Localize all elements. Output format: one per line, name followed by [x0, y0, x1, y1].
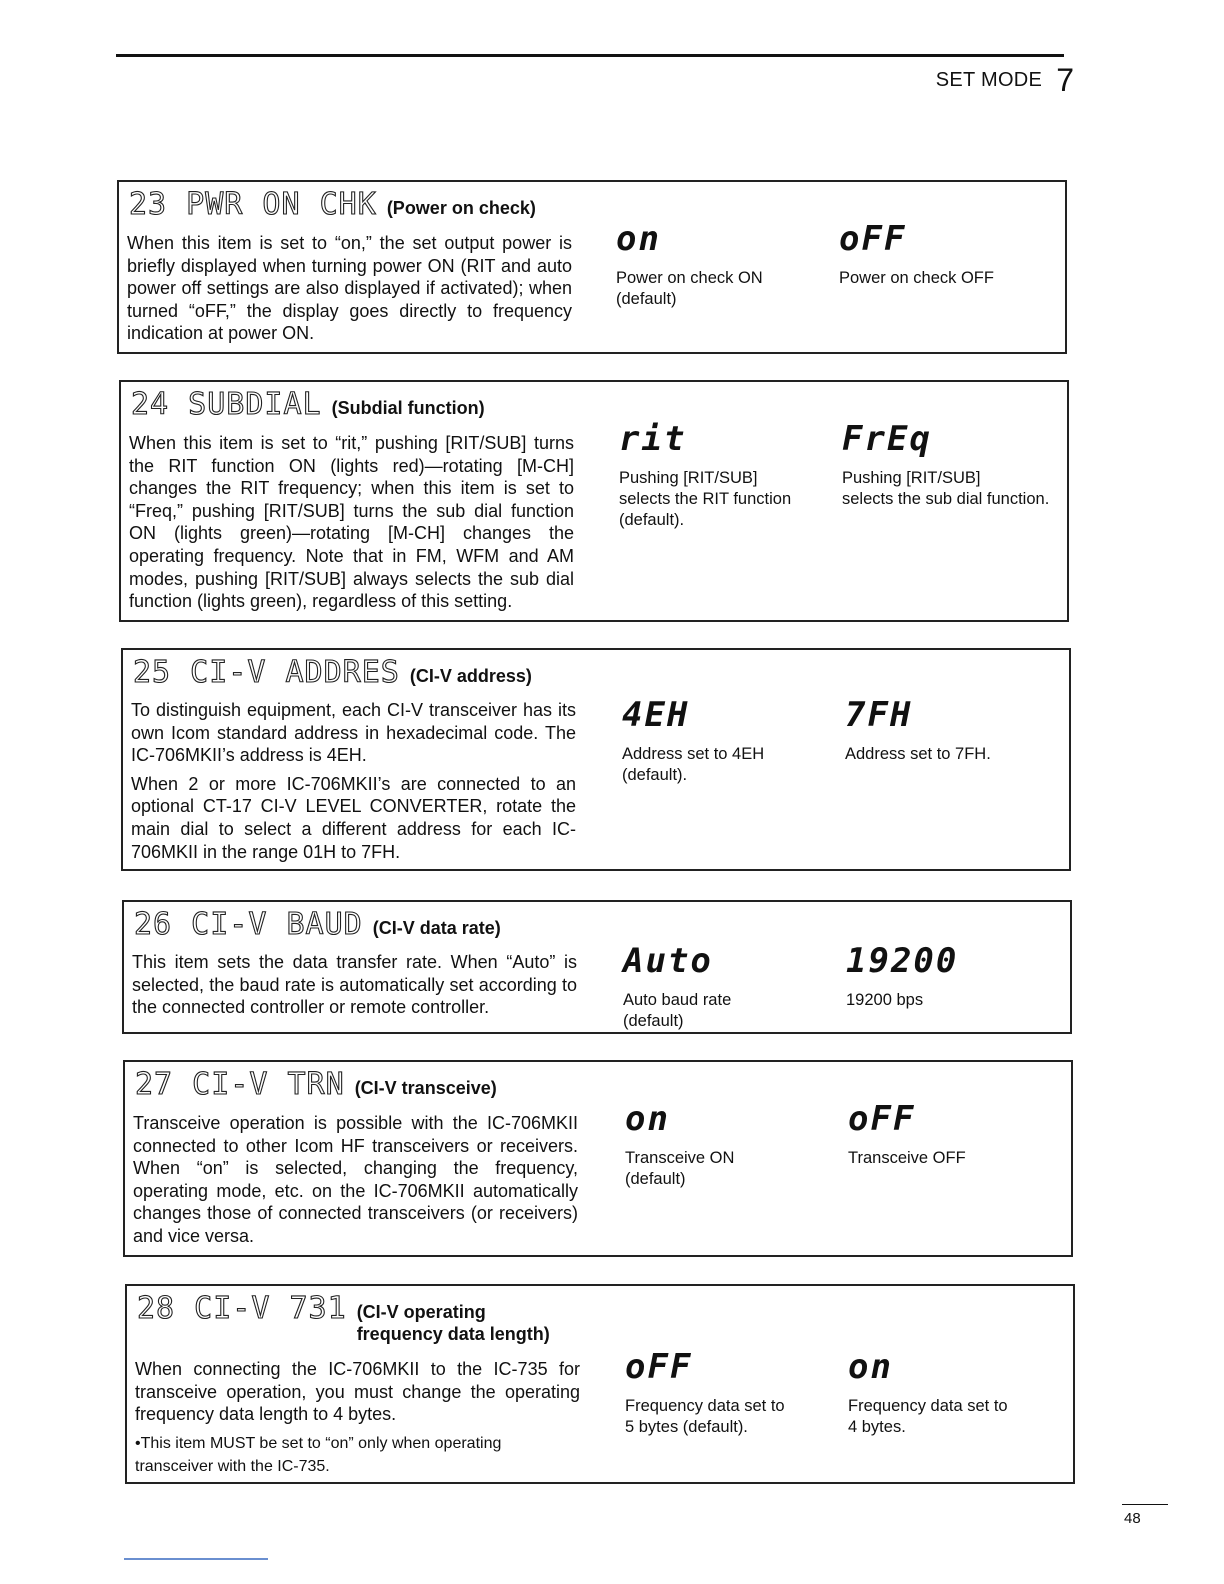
caption-line: (default): [616, 290, 677, 308]
lcd-label: 28 CI-V 731: [137, 1291, 347, 1326]
display-readout: oFF: [839, 219, 907, 259]
display-readout: oFF: [848, 1099, 916, 1139]
caption-line: Auto baud rate: [623, 991, 732, 1009]
item-description: [135, 1358, 580, 1478]
option-caption: [619, 468, 839, 531]
caption-line: Power on check OFF: [839, 269, 994, 287]
item-subtitle: (CI-V transceive): [354, 1078, 497, 1098]
caption-line: (default): [625, 1170, 686, 1188]
caption-line: Address set to 4EH: [622, 745, 765, 763]
option-right: [845, 696, 1065, 765]
desc-paragraph: When connecting the IC-706MKII to the IC-735 for transceive operation, you must change the operating frequency data length to 4 bytes.: [135, 1359, 580, 1425]
desc-paragraph: When this item is set to “on,” the set output power is briefly displayed when turning power ON (RIT and auto power off settings are also displayed if activated); when turned “oFF,” the display goes directly to frequency indication at power ON.: [127, 233, 572, 344]
lcd-label: 24 SUBDIAL: [131, 387, 322, 422]
item-description: [131, 699, 576, 863]
display-readout: 19200: [846, 941, 959, 981]
caption-line: selects the sub dial function.: [842, 490, 1050, 508]
option-caption: [625, 1396, 845, 1438]
caption-line: Pushing [RIT/SUB]: [619, 469, 758, 487]
set-item-23: [117, 180, 1067, 354]
display-readout: Auto: [623, 941, 713, 981]
caption-line: Transceive OFF: [848, 1149, 966, 1167]
caption-line: Frequency data set to: [848, 1397, 1008, 1415]
display-readout: on: [616, 219, 661, 259]
desc-paragraph: This item sets the data transfer rate. When “Auto” is selected, the baud rate is automatically set according to the connected controller or remote controller.: [132, 952, 577, 1018]
item-description: [127, 232, 572, 345]
option-caption: [842, 468, 1062, 510]
top-rule: [116, 54, 1064, 57]
item-description: [129, 432, 574, 613]
desc-paragraph: To distinguish equipment, each CI-V transceiver has its own Icom standard address in hexadecimal code. The IC-706MKII’s address is 4EH.: [131, 700, 576, 766]
display-readout: on: [625, 1099, 670, 1139]
desc-paragraph: When 2 or more IC-706MKII’s are connected to an optional CT-17 CI-V LEVEL CONVERTER, rotate the main dial to select a different address for each IC-706MKII in the range 01H to 7FH.: [131, 773, 576, 862]
item-title: [137, 1291, 557, 1345]
item-subtitle: (Power on check): [386, 198, 536, 218]
lcd-label: 25 CI-V ADDRES: [133, 655, 400, 690]
option-caption: [616, 268, 836, 310]
caption-line: 4 bytes.: [848, 1418, 906, 1436]
display-readout: 7FH: [845, 695, 913, 735]
desc-note: •This item MUST be set to “on” only when operating transceiver with the IC-735.: [135, 1434, 502, 1475]
option-caption: [625, 1148, 845, 1190]
option-left: [622, 696, 842, 786]
caption-line: (default).: [622, 766, 688, 784]
caption-line: (default).: [619, 511, 685, 529]
item-description: [132, 951, 577, 1019]
item-title: [135, 1067, 497, 1102]
page-number: 48: [1124, 1510, 1141, 1527]
item-title: [129, 187, 536, 222]
option-left: [625, 1100, 845, 1190]
page-header: [936, 64, 1074, 96]
set-item-26: [122, 900, 1072, 1034]
caption-line: (default): [623, 1012, 684, 1030]
section-title: SET MODE: [935, 69, 1043, 91]
set-item-28: [125, 1284, 1075, 1484]
set-item-24: [119, 380, 1069, 622]
lcd-label: 23 PWR ON CHK: [129, 187, 377, 222]
item-description: [133, 1112, 578, 1248]
caption-line: Frequency data set to: [625, 1397, 785, 1415]
caption-line: Transceive ON: [625, 1149, 735, 1167]
option-caption: [848, 1396, 1068, 1438]
caption-line: Pushing [RIT/SUB]: [842, 469, 981, 487]
set-item-25: [121, 648, 1071, 871]
option-caption: [623, 990, 843, 1032]
option-left: [619, 420, 839, 531]
item-subtitle: (CI-V operating frequency data length): [356, 1302, 550, 1344]
option-left: [623, 942, 843, 1032]
section-number: 7: [1056, 62, 1074, 98]
option-caption: [848, 1148, 1068, 1169]
lcd-label: 27 CI-V TRN: [135, 1067, 345, 1102]
desc-paragraph: When this item is set to “rit,” pushing [RIT/SUB] turns the RIT function ON (lights red)—rotating [M-CH] changes the RIT frequency; when this item is set to “Freq,” pushing [RIT/SUB] turns the sub dial function ON (lights green)—rotating [M-CH] changes the operating frequency. Note that in FM, WFM and AM modes, pushing [RIT/SUB] always selects the sub dial function (lights green), regardless of this setting.: [129, 433, 574, 612]
item-subtitle: (CI-V data rate): [372, 918, 501, 938]
item-title: [131, 387, 485, 422]
option-caption: [845, 744, 1065, 765]
option-left: [616, 220, 836, 310]
option-left: [625, 1348, 845, 1438]
caption-line: 5 bytes (default).: [625, 1418, 748, 1436]
option-right: [846, 942, 1066, 1011]
option-right: [848, 1348, 1068, 1438]
lcd-label: 26 CI-V BAUD: [134, 907, 363, 942]
footer-rule: [1122, 1504, 1168, 1505]
option-caption: [839, 268, 1059, 289]
desc-paragraph: Transceive operation is possible with the IC-706MKII connected to other Icom HF transceivers or receivers. When “on” is selected, changing the frequency, operating mode, etc. on the IC-706MKII automatically changes those of connected transceivers (or receivers) and vice versa.: [133, 1113, 578, 1246]
display-readout: FrEq: [842, 419, 932, 459]
display-readout: on: [848, 1347, 893, 1387]
option-right: [848, 1100, 1068, 1169]
item-subtitle: (Subdial function): [331, 398, 485, 418]
item-title: [133, 655, 532, 690]
display-readout: 4EH: [622, 695, 690, 735]
option-right: [842, 420, 1062, 510]
option-right: [839, 220, 1059, 289]
caption-line: Address set to 7FH.: [845, 745, 991, 763]
caption-line: 19200 bps: [846, 991, 924, 1009]
option-caption: [622, 744, 842, 786]
option-caption: [846, 990, 1066, 1011]
item-title: [134, 907, 501, 942]
item-subtitle: (CI-V address): [409, 666, 532, 686]
caption-line: selects the RIT function: [619, 490, 792, 508]
scan-artifact-line: [124, 1558, 268, 1560]
caption-line: Power on check ON: [616, 269, 763, 287]
display-readout: rit: [619, 419, 687, 459]
display-readout: oFF: [625, 1347, 693, 1387]
set-item-27: [123, 1060, 1073, 1257]
